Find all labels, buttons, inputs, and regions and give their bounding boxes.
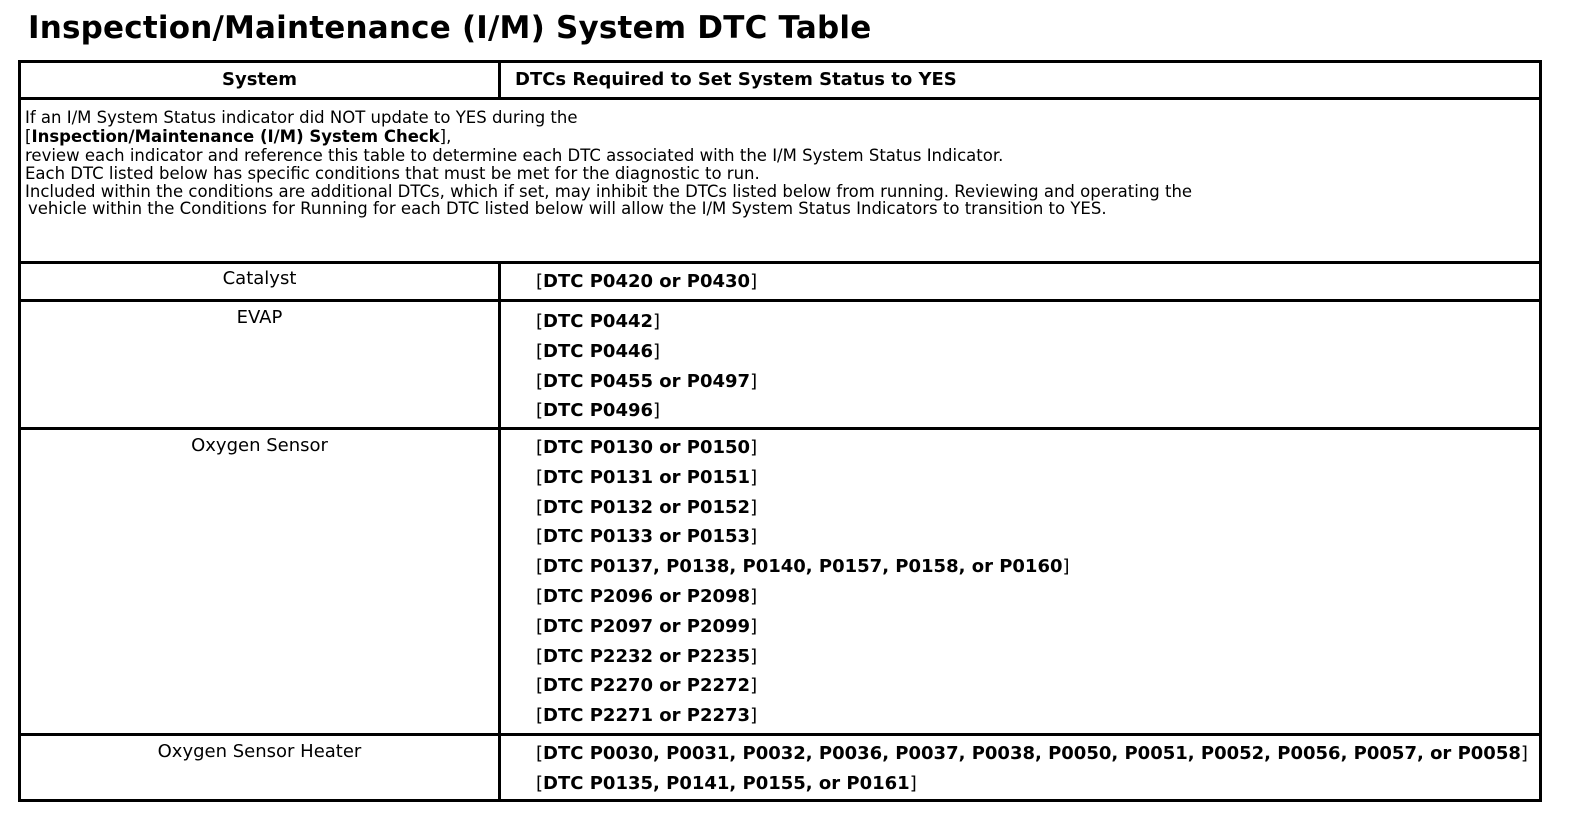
dtc-link[interactable]: [DTC P0131 or P0151]: [536, 466, 758, 488]
dtc-link[interactable]: [DTC P0132 or P0152]: [536, 496, 758, 518]
dtc-cell: [536, 739, 1531, 799]
table-header-row: [21, 63, 1539, 97]
table-row-oxygen-sensor: [21, 427, 1539, 733]
bracket-close: ],: [439, 127, 452, 146]
dtc-cell: [536, 433, 1531, 731]
dtc-link[interactable]: [DTC P0420 or P0430]: [536, 271, 758, 292]
dtc-link[interactable]: [DTC P0130 or P0150]: [536, 437, 758, 458]
dtc-table: [18, 60, 1542, 802]
column-divider: [498, 261, 501, 799]
dtc-link[interactable]: [DTC P0442]: [536, 311, 661, 332]
dtc-link[interactable]: [DTC P2270 or P2272]: [536, 675, 758, 697]
page-title: Inspection/Maintenance (I/M) System DTC Table: [28, 10, 872, 46]
table-row-catalyst: [21, 261, 1539, 299]
header-dtcs: DTCs Required to Set System Status to YES: [515, 69, 957, 90]
dtc-link[interactable]: [DTC P0496]: [536, 400, 661, 422]
dtc-link[interactable]: [DTC P0133 or P0153]: [536, 526, 758, 548]
dtc-cell: [536, 267, 1531, 297]
intro-text: [25, 108, 1529, 218]
dtc-link[interactable]: [DTC P2097 or P2099]: [536, 615, 758, 637]
im-system-check-link[interactable]: Inspection/Maintenance (I/M) System Check: [31, 127, 440, 146]
bracket-open: [: [25, 127, 32, 146]
system-cell: Oxygen Sensor: [191, 435, 328, 456]
dtc-link[interactable]: [DTC P0455 or P0497]: [536, 370, 758, 392]
dtc-link[interactable]: [DTC P0446]: [536, 340, 661, 362]
dtc-link[interactable]: [DTC P2232 or P2235]: [536, 645, 758, 667]
intro-line-5: Included within the conditions are additional DTCs, which if set, may inhibit the DTCs listed below from running. Reviewing and operating the: [25, 181, 1193, 201]
dtc-link[interactable]: [DTC P2096 or P2098]: [536, 585, 758, 607]
intro-line-2: [25, 127, 1529, 146]
system-cell: Catalyst: [222, 268, 297, 289]
intro-line-6: vehicle within the Conditions for Running for each DTC listed below will allow the I/M System Status Indicators to transition to YES.: [28, 199, 1107, 218]
intro-line-1: If an I/M System Status indicator did NOT update to YES during the: [25, 108, 578, 127]
dtc-link[interactable]: [DTC P0137, P0138, P0140, P0157, P0158, or P0160]: [536, 556, 1070, 578]
dtc-cell: [536, 307, 1531, 426]
system-cell: EVAP: [236, 307, 283, 328]
header-system: System: [222, 69, 297, 90]
dtc-link[interactable]: [DTC P2271 or P2273]: [536, 705, 758, 727]
system-cell: Oxygen Sensor Heater: [157, 741, 362, 762]
intro-line-3: review each indicator and reference this table to determine each DTC associated with the I/M System Status Indicator.: [25, 146, 1004, 165]
dtc-link[interactable]: [DTC P0030, P0031, P0032, P0036, P0037, P0038, P0050, P0051, P0052, P0056, P0057, or P0058]: [536, 743, 1528, 764]
intro-line-4: Each DTC listed below has specific conditions that must be met for the diagnostic to run.: [25, 164, 760, 183]
intro-row: [21, 97, 1539, 261]
column-divider: [498, 63, 501, 97]
table-row-evap: [21, 299, 1539, 427]
dtc-link[interactable]: [DTC P0135, P0141, P0155, or P0161]: [536, 772, 917, 794]
table-row-oxygen-sensor-heater: [21, 733, 1539, 799]
